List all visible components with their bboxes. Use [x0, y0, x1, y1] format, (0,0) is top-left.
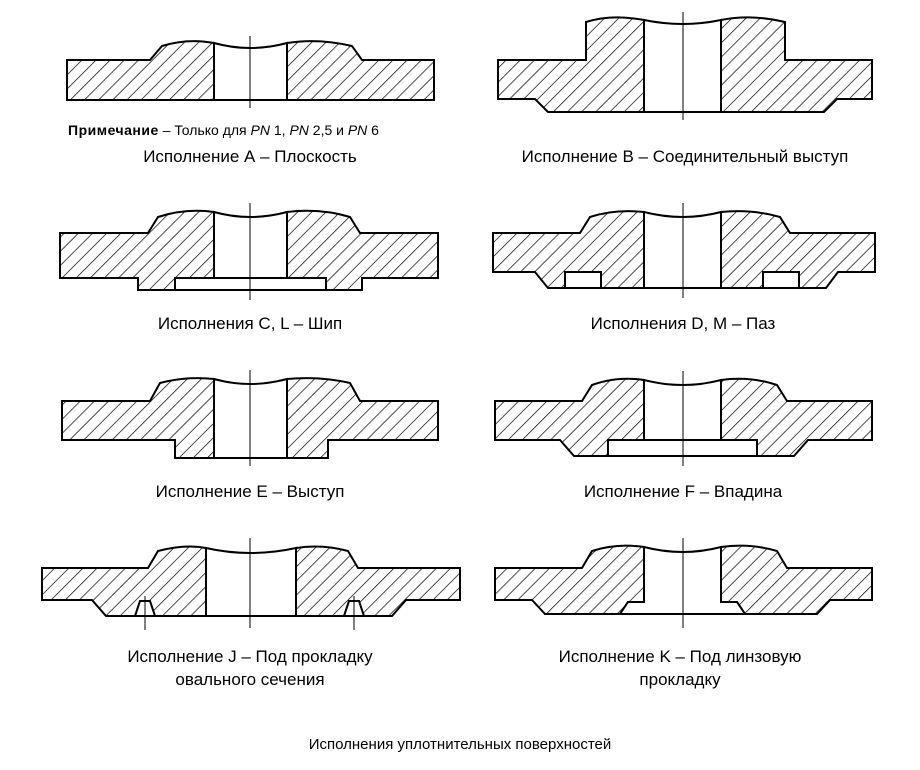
note-pn-2: PN	[289, 122, 309, 138]
note-pn-1: PN	[250, 122, 270, 138]
label-design-c: Исполнения C, L – Шип	[157, 314, 343, 333]
note-pn-3: PN	[347, 122, 368, 138]
label-design-k-line1: Исполнение K – Под линзовую	[558, 647, 802, 666]
flange-k	[495, 538, 872, 628]
figure-caption: Исполнения уплотнительных поверхностей	[308, 736, 612, 753]
note-text-1: – Только для	[158, 122, 251, 138]
note	[68, 121, 379, 139]
flange-b	[498, 12, 872, 120]
label-design-k-line2: прокладку	[639, 670, 721, 689]
flange-e	[62, 370, 438, 466]
flange-j	[42, 538, 460, 630]
label-design-j-line2: овального сечения	[175, 670, 325, 689]
flange-a	[67, 36, 434, 108]
note-text-4: 6	[367, 122, 379, 138]
label-design-a: Исполнение А – Плоскость	[143, 147, 357, 166]
note-prefix: Примечание	[68, 122, 159, 138]
label-design-d: Исполнения D, M – Паз	[590, 314, 776, 333]
label-design-f: Исполнение F – Впадина	[583, 482, 783, 501]
note-text-3: 2,5 и	[308, 122, 348, 138]
flange-f	[495, 371, 872, 466]
note-text-2: 1,	[269, 122, 290, 138]
flange-c	[60, 203, 438, 300]
label-design-j-line1: Исполнение J – Под прокладку	[127, 647, 373, 666]
label-design-b: Исполнение В – Соединительный выступ	[521, 147, 849, 166]
flange-d	[493, 203, 875, 298]
label-design-e: Исполнение E – Выступ	[155, 482, 345, 501]
